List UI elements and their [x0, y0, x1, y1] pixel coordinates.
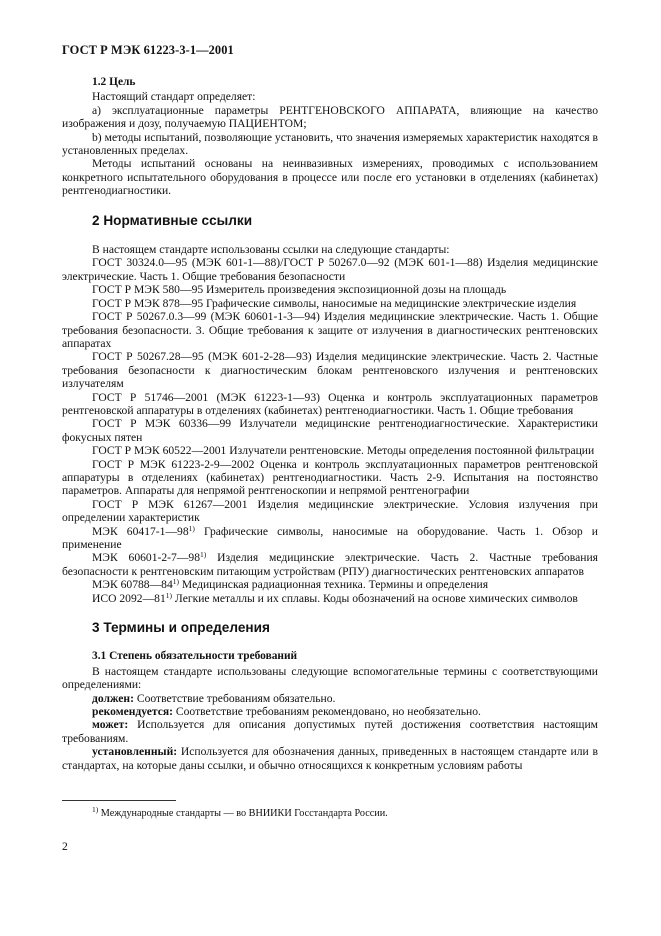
reference-code: МЭК 60601-2-7—98 — [92, 551, 201, 565]
term: установленный: — [92, 745, 178, 759]
footnote-marker: 1) — [188, 523, 195, 533]
term: может: — [92, 718, 129, 732]
paragraph: Настоящий стандарт определяет: — [92, 90, 256, 104]
footnote-marker: 1) — [172, 577, 180, 587]
term: рекомендуется: — [92, 705, 173, 719]
definition: Соответствие требованиям рекомендовано, но необязательно. — [173, 705, 481, 719]
reference-code: ИСО 2092—81 — [92, 591, 166, 605]
page-number: 2 — [62, 840, 68, 853]
footnote-text: Международные стандарты — во ВНИИКИ Госстандарта России. — [98, 808, 388, 819]
reference-item: ГОСТ Р 50267.0.3—99 (МЭК 60601-1-3—94) Изделия медицинские электрические. Часть 1. Общие требования безопасности. 3. Общие требования к защите от излучения в диагностических рентгеновских аппаратах — [62, 310, 598, 350]
reference-code: МЭК 60417-1—98 — [92, 524, 189, 538]
reference-title: Медицинская радиационная техника. Термины и определения — [179, 578, 489, 592]
reference-title: Графические символы, наносимые на оборудование. Часть 1. Обзор и применение — [62, 524, 598, 551]
section-3-1-heading: 3.1 Степень обязательности требований — [92, 650, 298, 663]
footnote-marker: 1) — [92, 805, 99, 814]
reference-item: ГОСТ Р МЭК 61223-2-9—2002 Оценка и контроль эксплуатационных параметров рентгеновской аппаратуры в отделениях (кабинетах) рентгенодиагностики. Часть 2-9. Испытания на постоянство параметров. Аппараты для непрямой рентгеноскопии и непрямой рентгенографии — [62, 457, 598, 498]
reference-item: ГОСТ Р МЭК 878—95 Графические символы, наносимые на медицинские электрические изделия — [92, 296, 577, 310]
paragraph: В настоящем стандарте использованы ссылки на следующие стандарты: — [92, 243, 450, 257]
section-1-2-heading: 1.2 Цель — [92, 76, 136, 88]
reference-title: Легкие металлы и их сплавы. Коды обозначений на основе химических символов — [172, 591, 578, 605]
reference-item: ГОСТ 30324.0—95 (МЭК 601-1—88)/ГОСТ Р 50267.0—92 (МЭК 601-1—88) Изделия медицинские электрические. Часть 1. Общие требования безопасности — [62, 256, 598, 283]
reference-item — [62, 525, 598, 552]
paragraph: b) методы испытаний, позволяющие установить, что значения измеряемых характеристик находятся в установленных пределах. — [62, 130, 598, 158]
term-definition — [62, 692, 598, 705]
definition: Используется для обозначения данных, приведенных в настоящем стандарте или в стандартах, на которые даны ссылки, и обычно относящихся к конкретным условиям работы — [62, 745, 598, 772]
footnote-divider — [62, 800, 176, 801]
reference-item: ГОСТ Р МЭК 60336—99 Излучатели медицинские рентгенодиагностические. Характеристики фокусных пятен — [62, 417, 598, 444]
footnote — [92, 805, 388, 820]
page-content — [62, 76, 598, 772]
paragraph: а) эксплуатационные параметры РЕНТГЕНОВСКОГО АППАРАТА, влияющие на качество изображения и дозу, получаемую ПАЦИЕНТОМ; — [62, 103, 598, 131]
reference-item: ГОСТ Р 51746—2001 (МЭК 61223-1—93) Оценка и контроль эксплуатационных параметров рентгеновской аппаратуры в отделениях (кабинетах) рентгенодиагностики. Часть 1. Общие требования — [62, 390, 598, 417]
reference-item: ГОСТ Р МЭК 60522—2001 Излучатели рентгеновские. Методы определения постоянной фильтрации — [92, 444, 595, 458]
paragraph: В настоящем стандарте использованы следующие вспомогательные термины с соответствующими определениями: — [62, 664, 598, 692]
term-definition — [62, 745, 598, 772]
footnote-marker: 1) — [200, 550, 207, 560]
reference-item: ГОСТ Р 50267.28—95 (МЭК 601-2-28—93) Изделия медицинские электрические. Часть 2. Частные требования безопасности к диагностическим блокам рентгеновского излучения и рентгеновских излучателям — [62, 350, 598, 391]
term-definition — [62, 718, 598, 745]
reference-item: ГОСТ Р МЭК 580—95 Измеритель произведения экспозиционной дозы на площадь — [92, 283, 507, 297]
reference-code: МЭК 60788—84 — [92, 578, 173, 592]
reference-item — [62, 578, 598, 591]
reference-item: ГОСТ Р МЭК 61267—2001 Изделия медицинские электрические. Условия излучения при определении характеристик — [62, 497, 598, 525]
reference-item — [62, 551, 598, 578]
section-3-heading: 3 Термины и определения — [92, 620, 270, 636]
document-header: ГОСТ Р МЭК 61223-3-1—2001 — [62, 43, 234, 57]
definition: Соответствие требованиям обязательно. — [133, 691, 336, 705]
section-2-heading: 2 Нормативные ссылки — [92, 212, 253, 228]
term-definition — [62, 705, 598, 718]
term: должен: — [92, 691, 134, 705]
definition: Используется для описания допустимых путей достижения соответствия настоящим требованиям. — [62, 718, 598, 745]
reference-title: Изделия медицинские электрические. Часть 2. Частные требования безопасности к рентгеновским питающим устройствам (РПУ) диагностических рентгеновских аппаратов — [62, 551, 598, 578]
paragraph: Методы испытаний основаны на неинвазивных измерениях, проводимых с использованием конкретного испытательного оборудования в процессе или после его установки в отделениях (кабинетах) рентгенодиагностики. — [62, 157, 598, 198]
reference-item — [62, 592, 598, 605]
footnote-marker: 1) — [165, 590, 173, 600]
